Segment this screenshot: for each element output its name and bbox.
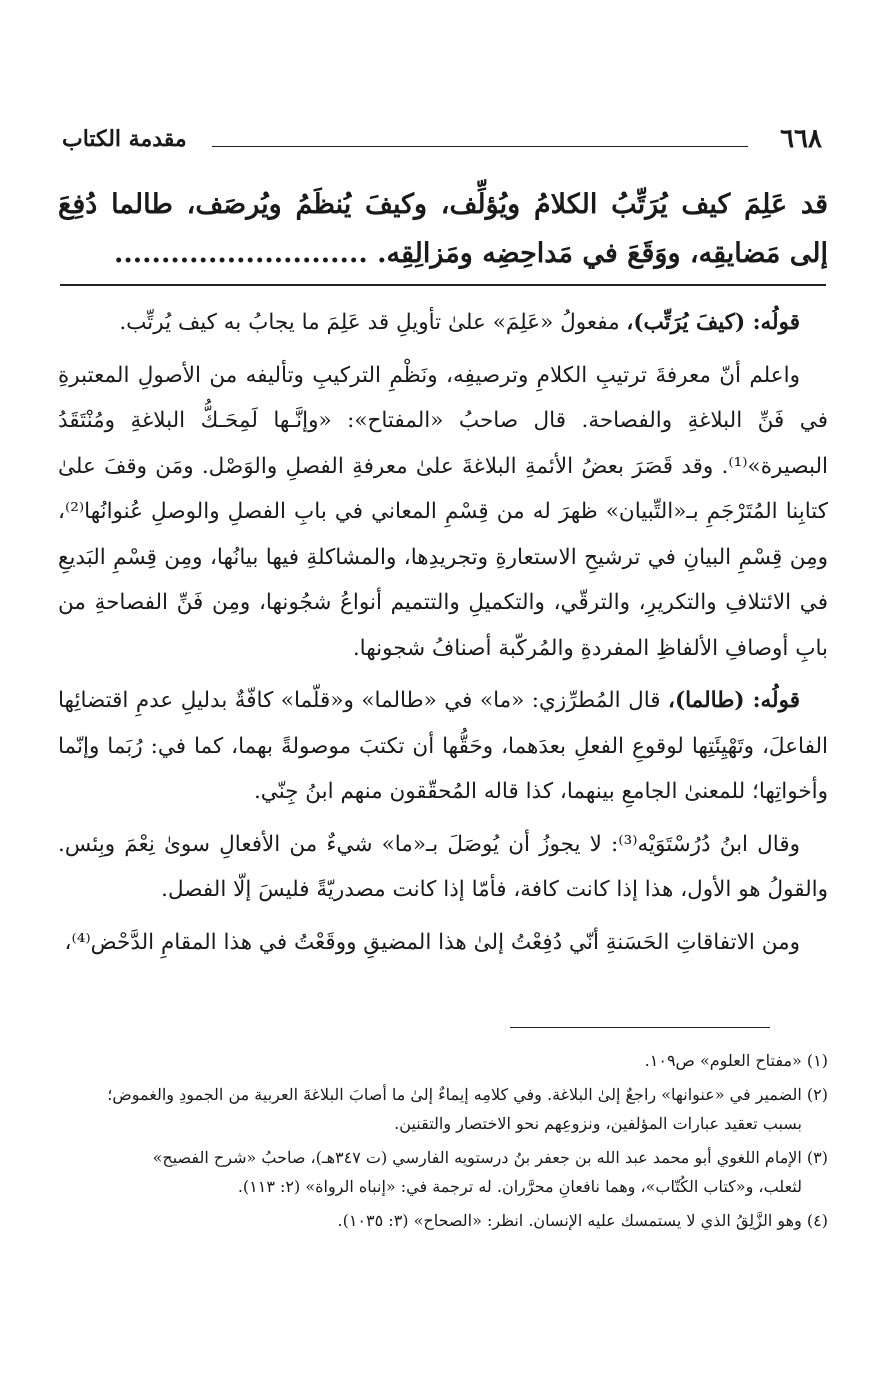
- main-text-divider: [60, 284, 826, 286]
- footnotes: [58, 1046, 828, 1239]
- footnote-line: (٢) الضمير في «عنوانها» راجعٌ إلىٰ البلاغة. وفي كلامِه إيماءٌ إلىٰ ما أصابَ البلاغةَ العربية من الجمودِ والغموض؛: [107, 1084, 828, 1104]
- commentary-paragraph: [58, 300, 828, 346]
- footnote-divider: [510, 1027, 770, 1028]
- running-header: [62, 122, 822, 162]
- footnote-line: بسبب تعقيد عبارات المؤلفين، ونزوعِهم نحو الاختصار والتقنين.: [394, 1114, 802, 1133]
- footnote-line: لثعلب، و«كتاب الكُتّاب»، وهما نافعانِ محرَّران. له ترجمة في: «إنباه الرواة» (٢: ١١٣).: [237, 1177, 802, 1196]
- footnote: [58, 1143, 828, 1202]
- commentary-paragraph: ومن الاتفاقاتِ الحَسَنةِ أنّي دُفِعْتُ إلىٰ هذا المضيقِ ووقَعْتُ في هذا المقامِ الدَّحْض⁽⁴⁾،: [64, 929, 800, 955]
- footnote: (٤) وهو الزَّلِقُ الذي لا يستمسك عليه الإنسان. انظر: «الصحاح» (٣: ١٠٣٥).: [337, 1210, 828, 1230]
- header-rule: [212, 146, 748, 147]
- commentary-paragraph: وقال ابنُ دُرُسْتَوَيْه⁽³⁾: لا يجوزُ أن يُوصَلَ بـ«ما» شيءٌ من الأفعالِ سوىٰ نِعْمَ وبِئس. والقولُ هو الأول، هذا إذا كانت كافة، فأمّا إذا كانت مصدريّةً فليسَ إلّا الفصل.: [58, 831, 828, 902]
- commentary-text: مفعولُ «عَلِمَ» علىٰ تأويلِ قد عَلِمَ ما يجابُ به كيف يُرتِّب.: [119, 310, 627, 335]
- main-text: قد عَلِمَ كيف يُرَتِّبُ الكلامُ ويُؤلِّف، وكيفَ يُنظَمُ ويُرصَف، طالما دُفِعَ إلى مَضايقِه، ووَقَعَ في مَداحِضِه ومَزالِقِه. ...........................: [58, 189, 828, 269]
- commentary-lead: قولُه: (طالما)،: [668, 688, 800, 713]
- footnote: (١) «مفتاح العلوم» ص١٠٩.: [644, 1051, 828, 1070]
- running-title: مقدمة الكتاب: [62, 126, 187, 152]
- commentary-text: قال المُطرِّزي: «ما» في «طالما» و«قلّما» كافّةٌ بدليلِ عدمِ اقتضائِها الفاعلَ، وتَهْيِئَتِها لوقوعِ الفعلِ بعدَهما، وحَقُّها أن تكتبَ موصولةً بهما، كما في: رُبَما وإنّما وأخواتِها؛ للمعنىٰ الجامعِ بينهما، كذا قاله المُحقّقون منهم ابنُ جِنّي.: [58, 688, 828, 804]
- page-number: ٦٦٨: [780, 124, 822, 154]
- commentary: [58, 300, 828, 972]
- commentary-paragraph: واعلم أنّ معرفةَ ترتيبِ الكلامِ وترصيفِه، ونَظْمِ التركيبِ وتأليفه من الأصولِ المعتبرةِ في فَنِّ البلاغةِ والفصاحة. قال صاحبُ «المفتاح»: «وإنَّـها لَمِحَـكُّ البلاغةِ ومُنْتَقَدُ البصيرة»⁽¹⁾. وقد قَصَرَ بعضُ الأئمةِ البلاغةَ علىٰ معرفةِ الفصلِ والوَصْل. ومَن وقفَ علىٰ كتابِنا المُتَرْجَمِ بـ«التِّبيان» ظهرَ له من قِسْمِ المعاني في بابِ الفصلِ والوصلِ عُنوانُها⁽²⁾، ومِن قِسْمِ البيانِ في ترشيحِ الاستعارةِ وتجريدِها، والمشاكلةِ فيها بيانُها، ومِن قِسْمِ البَديعِ في الائتلافِ والتكريرِ، والترقّي، والتكميلِ والتتميم أنواعُ شجُونها، ومِن فَنِّ الفصاحةِ من بابِ أوصافِ الألفاظِ المفردةِ والمُركّبة أصنافُ شجونها.: [58, 362, 828, 661]
- footnote-line: (٣) الإمام اللغوي أبو محمد عبد الله بن جعفر بنُ درستويه الفارسي (ت ٣٤٧هـ)، صاحبُ «شرح الفصيح»: [152, 1147, 828, 1167]
- commentary-lead: قولُه: (كيفَ يُرَتِّب)،: [626, 310, 800, 335]
- footnote: [58, 1080, 828, 1139]
- commentary-paragraph: [58, 678, 828, 815]
